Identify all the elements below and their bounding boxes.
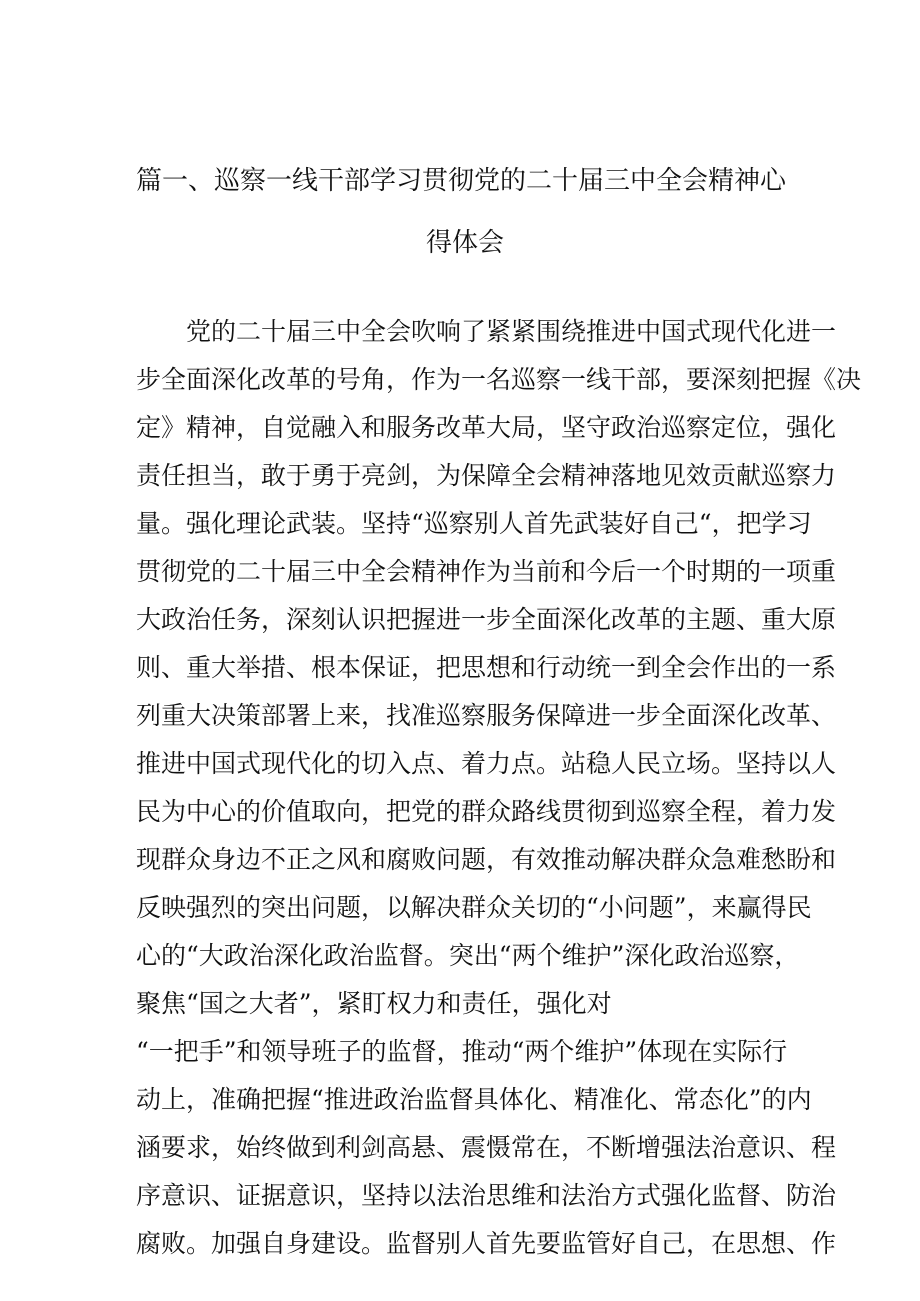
body-line-18: 涵要求，始终做到利剑高悬、震慑常在，不断增强法治意识、程 [136, 1133, 837, 1162]
body-line-15: 聚焦“国之大者”，紧盯权力和责任，强化对 [136, 989, 612, 1018]
body-line-9: 列重大决策部署上来，找准巡察服务保障进一步全面深化改革、 [136, 701, 837, 730]
body-line-19: 序意识、证据意识，坚持以法治思维和法治方式强化监督、防治 [136, 1181, 837, 1210]
body-line-1: 党的二十届三中全会吹响了紧紧围绕推进中国式现代化进一 [136, 317, 837, 346]
body-line-6: 贯彻党的二十届三中全会精神作为当前和今后一个时期的一项重 [136, 557, 837, 586]
body-line-4: 责任担当，敢于勇于亮剑，为保障全会精神落地见效贡献巡察力 [136, 461, 837, 490]
body-line-12: 现群众身边不正之风和腐败问题，有效推动解决群众急难愁盼和 [136, 845, 837, 874]
body-line-20: 腐败。加强自身建设。监督别人首先要监管好自己，在思想、作 [136, 1229, 837, 1258]
body-line-8: 则、重大举措、根本保证，把思想和行动统一到全会作出的一系 [136, 653, 837, 682]
body-line-13: 反映强烈的突出问题，以解决群众关切的“小问题”，来赢得民 [136, 893, 812, 922]
body-line-5: 量。强化理论武装。坚持“巡察别人首先武装好自己“，把学习 [136, 509, 812, 538]
body-line-14: 心的“大政治深化政治监督。突出“两个维护”深化政治巡察， [136, 941, 800, 970]
body-line-11: 民为中心的价值取向，把党的群众路线贯彻到巡察全程，着力发 [136, 797, 837, 826]
body-line-3: 定》精神，自觉融入和服务改革大局，坚守政治巡察定位，强化 [136, 413, 837, 442]
body-line-10: 推进中国式现代化的切入点、着力点。站稳人民立场。坚持以人 [136, 749, 837, 778]
title-line-1: 篇一、巡察一线干部学习贯彻党的二十届三中全会精神心 [136, 166, 787, 196]
title-line-2: 得体会 [426, 228, 505, 258]
body-line-7: 大政治任务，深刻认识把握进一步全面深化改革的主题、重大原 [136, 605, 837, 634]
body-line-16: “一把手”和领导班子的监督，推动“两个维护”体现在实际行 [136, 1037, 788, 1066]
body-line-17: 动上，准确把握“推进政治监督具体化、精准化、常态化”的内 [136, 1085, 812, 1114]
body-line-2: 步全面深化改革的号角，作为一名巡察一线干部，要深刻把握《决 [136, 365, 862, 394]
